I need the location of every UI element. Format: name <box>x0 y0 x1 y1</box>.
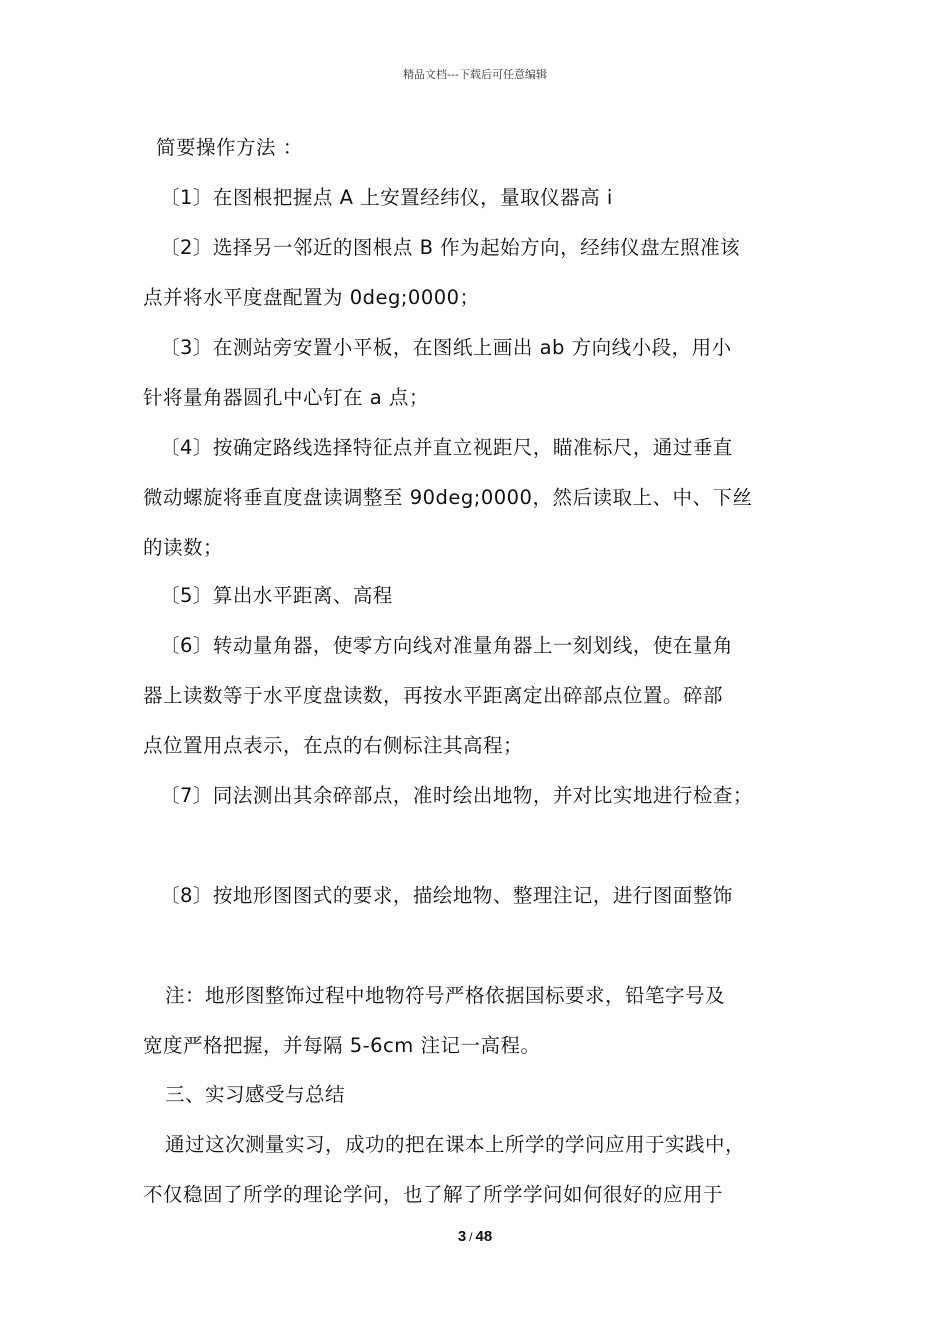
text-line: 不仅稳固了所学的理论学问，也了解了所学学问如何很好的应用于 <box>143 1183 724 1206</box>
text-line: 点并将水平度盘配置为 0deg;0000； <box>143 286 480 309</box>
text-line: 〔3〕在测站旁安置小平板，在图纸上画出 ab 方向线小段，用小 <box>160 336 732 359</box>
text-line: 的读数； <box>143 536 224 559</box>
text-line: 针将量角器圆孔中心钉在 a 点； <box>143 386 429 409</box>
text-line: 〔4〕按确定路线选择特征点并直立视距尺，瞄准标尺，通过垂直 <box>160 436 733 459</box>
text-line: 注：地形图整饰过程中地物符号严格依据国标要求，铅笔字号及 <box>165 984 726 1007</box>
total-pages: 48 <box>475 1228 493 1245</box>
text-line: 点位置用点表示，在点的右侧标注其高程； <box>143 734 524 757</box>
text-line: 〔7〕同法测出其余碎部点，准时绘出地物，并对比实地进行检查； <box>160 784 753 807</box>
text-line: 宽度严格把握，并每隔 5-6cm 注记一高程。 <box>143 1034 541 1057</box>
text-line: 通过这次测量实习，成功的把在课本上所学的学问应用于实践中， <box>165 1133 746 1156</box>
page-separator: / <box>469 1230 473 1244</box>
page-number <box>0 1228 950 1245</box>
current-page: 3 <box>457 1228 467 1245</box>
text-line: 器上读数等于水平度盘读数，再按水平距离定出碎部点位置。碎部 <box>143 684 724 707</box>
section-heading: 三、实习感受与总结 <box>165 1083 346 1106</box>
text-line: 〔5〕算出水平距离、高程 <box>160 584 393 607</box>
page-header: 精品文档---下载后可任意编辑 <box>403 68 547 81</box>
text-line: 简要操作方法 ： <box>156 136 303 159</box>
text-line: 〔6〕转动量角器，使零方向线对准量角器上一刻划线，使在量角 <box>160 634 733 657</box>
text-line: 〔2〕选择另一邻近的图根点 B 作为起始方向，经纬仪盘左照准该 <box>160 236 741 259</box>
text-line: 〔8〕按地形图图式的要求，描绘地物、整理注记，进行图面整饰 <box>160 884 733 907</box>
text-line: 〔1〕在图根把握点 A 上安置经纬仪，量取仪器高 i <box>160 186 613 209</box>
text-line: 微动螺旋将垂直度盘读调整至 90deg;0000，然后读取上、中、下丝 <box>143 486 753 509</box>
